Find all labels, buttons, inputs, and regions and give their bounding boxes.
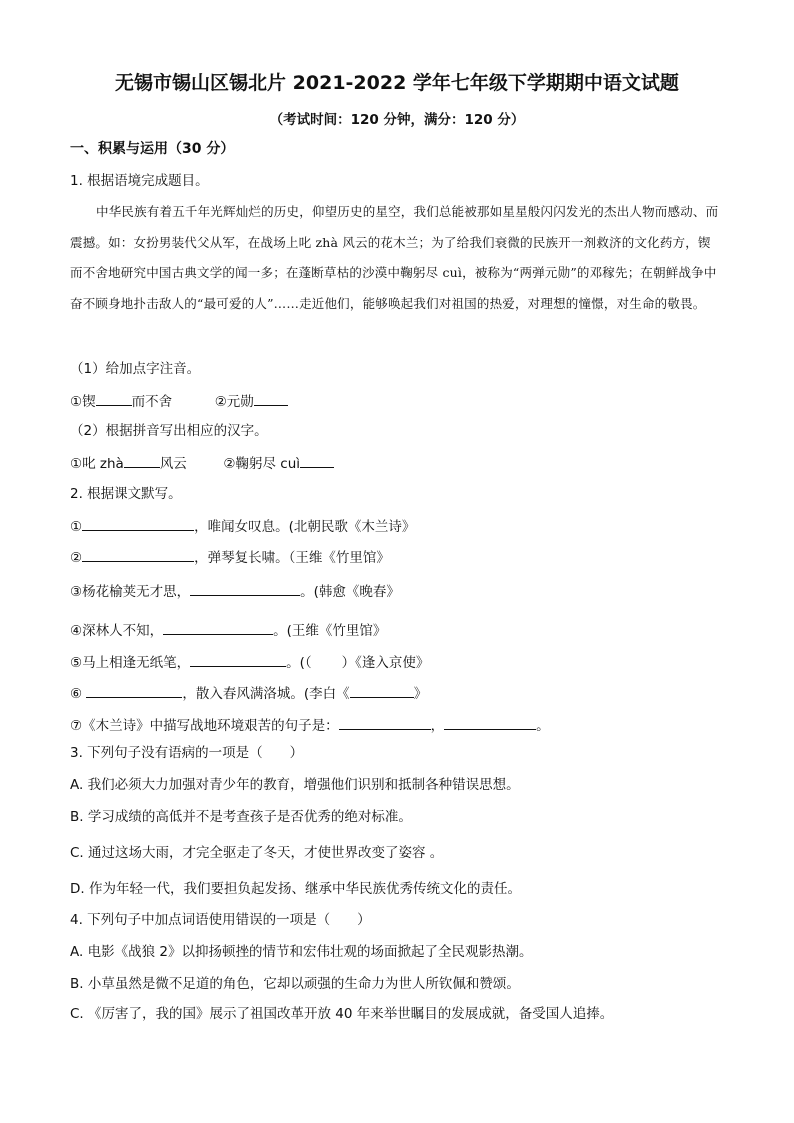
dictation-line-7 <box>70 715 550 735</box>
sub1-item-b-prefix: ②元勋 <box>214 394 254 410</box>
question-3-option-b[interactable]: B. 学习成绩的高低并不是考查孩子是否优秀的绝对标准。 <box>70 809 412 825</box>
question-2-stem: 2. 根据课文默写。 <box>70 486 182 502</box>
question-1-stem: 1. 根据语境完成题目。 <box>70 173 209 189</box>
sub2-item-b-prefix: ②鞠躬尽 cuì <box>223 456 301 472</box>
sub2-item-a-prefix: ①叱 zhà <box>70 456 124 472</box>
answer-blank[interactable] <box>86 683 182 698</box>
question-4-stem: 4. 下列句子中加点词语使用错误的一项是（ ） <box>70 912 371 928</box>
question-1-sub2-label: （2）根据拼音写出相应的汉字。 <box>70 423 268 439</box>
line-text: ，散入春风满洛城。(李白《 <box>182 686 350 702</box>
answer-blank[interactable] <box>163 620 273 635</box>
question-3-option-d[interactable]: D. 作为年轻一代，我们要担负起发扬、继承中华民族优秀传统文化的责任。 <box>70 881 521 897</box>
line-text: ，唯闻女叹息。(北朝民歌《木兰诗》 <box>194 519 416 535</box>
answer-blank[interactable] <box>124 453 160 468</box>
line-number: ⑥ <box>70 686 87 702</box>
question-3-option-a[interactable]: A. 我们必须大力加强对青少年的教育，增强他们识别和抵制各种错误思想。 <box>70 777 520 793</box>
answer-blank[interactable] <box>254 391 288 406</box>
question-3-stem: 3. 下列句子没有语病的一项是（ ） <box>70 745 304 761</box>
question-4-option-a[interactable]: A. 电影《战狼 2》以抑扬顿挫的情节和宏伟壮观的场面掀起了全民观影热潮。 <box>70 944 533 960</box>
question-1-passage: 中华民族有着五千年光辉灿烂的历史，仰望历史的星空，我们总能被那如星星般闪闪发光的杰出人物而感动、而震撼。如：女扮男装代父从军，在战场上叱 zhà 风云的花木兰；为了给我们衰微的民族开一剂救济的文化药方，锲而不舍地研究中国古典文学的闻一多；在蓬断草枯的沙漠中鞠躬尽 cuì，被称为“两弹元勋”的邓稼先；在朝鲜战争中奋不顾身地扑击敌人的“最可爱的人”……走近他们，能够唤起我们对祖国的热爱，对理想的憧憬，对生命的敬畏。 <box>70 204 719 311</box>
dictation-line-3 <box>70 581 400 601</box>
line-text: ）《逢入京使》 <box>341 655 430 671</box>
line-text: 。(韩愈《晚春》 <box>300 584 400 600</box>
question-1-sub1-answers <box>70 391 288 411</box>
document-title: 无锡市锡山区锡北片 2021-2022 学年七年级下学期期中语文试题 <box>115 72 679 94</box>
line-text: 。(王维《竹里馆》 <box>273 623 387 639</box>
question-3-option-c[interactable]: C. 通过这场大雨，才完全驱走了冬天，才使世界改变了姿容 。 <box>70 845 444 861</box>
answer-blank[interactable] <box>444 715 536 730</box>
question-1-sub2-answers <box>70 453 334 473</box>
sub2-item-a-suffix: 风云 <box>159 456 187 472</box>
dictation-line-2 <box>70 547 390 567</box>
line-text: ③杨花榆荚无才思， <box>70 584 191 600</box>
question-1-sub1-label: （1）给加点字注音。 <box>70 361 201 377</box>
answer-blank[interactable] <box>82 547 194 562</box>
section-heading: 一、积累与运用（30 分） <box>70 141 235 157</box>
line-text: ⑦《木兰诗》中描写战地环境艰苦的句子是： <box>70 718 339 734</box>
answer-blank[interactable] <box>82 516 194 531</box>
line-number: ① <box>70 519 83 535</box>
line-text: 》 <box>413 686 428 702</box>
question-4-option-c[interactable]: C. 《厉害了，我的国》展示了祖国改革开放 40 年来举世瞩目的发展成就，备受国人追捧。 <box>70 1006 614 1022</box>
line-text: ⑤马上相逢无纸笔， <box>70 655 191 671</box>
dictation-line-6 <box>70 683 427 703</box>
answer-blank[interactable] <box>190 652 286 667</box>
line-text: ④深林人不知， <box>70 623 164 639</box>
dictation-line-4 <box>70 620 386 640</box>
answer-blank[interactable] <box>339 715 431 730</box>
line-text: ，弹琴复长啸。（王维《竹里馆》 <box>194 550 390 566</box>
dictation-line-5 <box>70 652 429 672</box>
question-4-option-b[interactable]: B. 小草虽然是微不足道的角色，它却以顽强的生命力为世人所钦佩和赞颂。 <box>70 976 520 992</box>
answer-blank[interactable] <box>350 683 414 698</box>
answer-blank[interactable] <box>300 453 334 468</box>
sub1-item-a-prefix: ①锲 <box>70 394 96 410</box>
dictation-line-1 <box>70 516 415 536</box>
line-text: 。 <box>536 718 550 734</box>
answer-blank[interactable] <box>96 391 132 406</box>
line-text: ， <box>430 718 445 734</box>
sub1-item-a-suffix: 而不舍 <box>131 394 173 410</box>
answer-blank[interactable] <box>190 581 300 596</box>
line-number: ② <box>70 550 83 566</box>
line-text: 。(（ <box>286 655 312 671</box>
exam-info: （考试时间：120 分钟，满分：120 分） <box>269 112 525 128</box>
